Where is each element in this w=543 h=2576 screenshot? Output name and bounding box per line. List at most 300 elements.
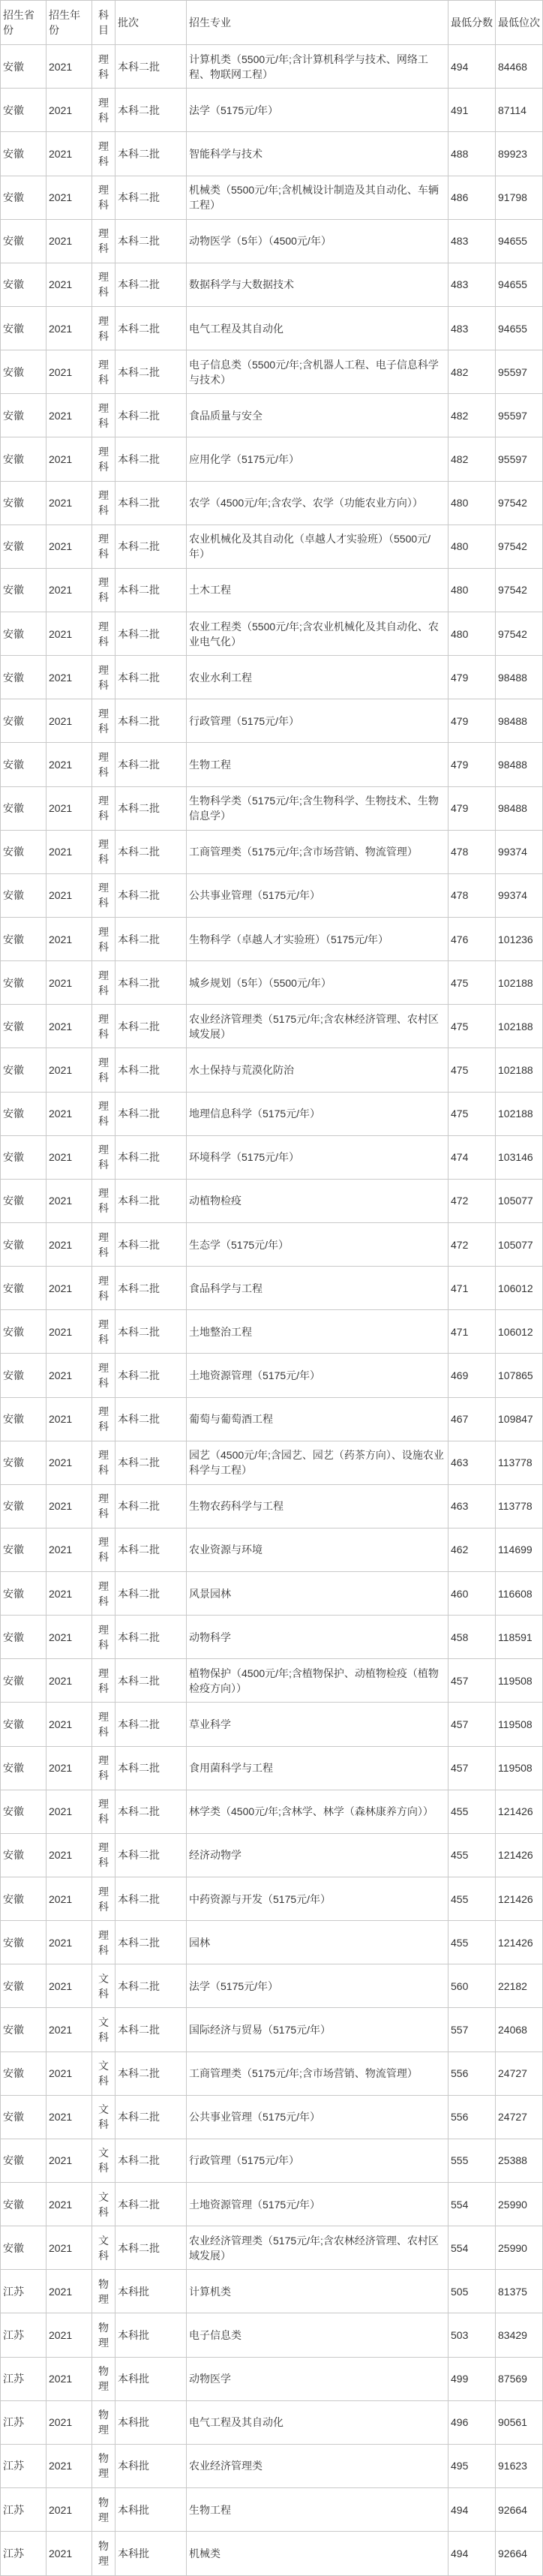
cell-min-score: 556 <box>448 2051 496 2095</box>
cell-year: 2021 <box>46 1790 92 1833</box>
cell-batch: 本科二批 <box>116 830 187 873</box>
cell-min-rank: 97542 <box>496 568 543 612</box>
cell-year: 2021 <box>46 2444 92 2487</box>
cell-batch: 本科二批 <box>116 1833 187 1877</box>
cell-min-rank: 105077 <box>496 1222 543 1266</box>
cell-year: 2021 <box>46 1310 92 1354</box>
cell-min-rank: 98488 <box>496 743 543 786</box>
cell-province: 安徽 <box>1 1135 46 1179</box>
table-row <box>1 2095 543 2139</box>
cell-province: 安徽 <box>1 2183 46 2226</box>
cell-min-rank: 121426 <box>496 1833 543 1877</box>
cell-subject: 理科 <box>92 699 116 743</box>
cell-province: 安徽 <box>1 1005 46 1048</box>
cell-min-rank: 81375 <box>496 2270 543 2313</box>
cell-min-rank: 97542 <box>496 525 543 568</box>
cell-min-score: 560 <box>448 1964 496 2008</box>
cell-province: 江苏 <box>1 2313 46 2357</box>
cell-major: 生物工程 <box>187 743 448 786</box>
cell-province: 安徽 <box>1 1484 46 1528</box>
cell-year: 2021 <box>46 1616 92 1659</box>
cell-subject: 物理 <box>92 2357 116 2400</box>
cell-min-score: 478 <box>448 830 496 873</box>
cell-major: 电子信息类（5500元/年;含机器人工程、电子信息科学与技术） <box>187 350 448 394</box>
table-row <box>1 743 543 786</box>
cell-province: 安徽 <box>1 2226 46 2270</box>
cell-subject: 文科 <box>92 2139 116 2182</box>
cell-year: 2021 <box>46 2095 92 2139</box>
cell-major: 农业经济管理类 <box>187 2444 448 2487</box>
cell-subject: 理科 <box>92 1310 116 1354</box>
cell-min-rank: 99374 <box>496 830 543 873</box>
cell-subject: 理科 <box>92 1092 116 1135</box>
cell-min-rank: 94655 <box>496 263 543 306</box>
cell-min-rank: 98488 <box>496 656 543 699</box>
cell-year: 2021 <box>46 699 92 743</box>
cell-min-rank: 113778 <box>496 1441 543 1484</box>
cell-year: 2021 <box>46 89 92 132</box>
cell-batch: 本科二批 <box>116 1746 187 1790</box>
cell-subject: 理科 <box>92 786 116 830</box>
cell-province: 安徽 <box>1 350 46 394</box>
cell-subject: 理科 <box>92 1703 116 1746</box>
cell-min-rank: 106012 <box>496 1310 543 1354</box>
cell-min-score: 475 <box>448 1048 496 1092</box>
cell-min-score: 480 <box>448 568 496 612</box>
cell-min-rank: 94655 <box>496 219 543 263</box>
cell-year: 2021 <box>46 743 92 786</box>
cell-province: 安徽 <box>1 786 46 830</box>
cell-subject: 物理 <box>92 2444 116 2487</box>
cell-subject: 理科 <box>92 350 116 394</box>
cell-province: 江苏 <box>1 2444 46 2487</box>
cell-min-rank: 87114 <box>496 89 543 132</box>
cell-min-score: 503 <box>448 2313 496 2357</box>
cell-major: 植物保护（4500元/年;含植物保护、动植物检疫（植物检疫方向）） <box>187 1659 448 1703</box>
cell-major: 数据科学与大数据技术 <box>187 263 448 306</box>
cell-min-rank: 24727 <box>496 2095 543 2139</box>
cell-min-rank: 25990 <box>496 2226 543 2270</box>
cell-province: 江苏 <box>1 2532 46 2576</box>
cell-min-score: 554 <box>448 2183 496 2226</box>
cell-min-rank: 84468 <box>496 45 543 89</box>
cell-year: 2021 <box>46 1528 92 1571</box>
cell-batch: 本科批 <box>116 2357 187 2400</box>
cell-batch: 本科二批 <box>116 961 187 1005</box>
cell-major: 农业经济管理类（5175元/年;含农林经济管理、农村区域发展） <box>187 2226 448 2270</box>
table-row <box>1 568 543 612</box>
cell-min-rank: 118591 <box>496 1616 543 1659</box>
cell-subject: 理科 <box>92 1005 116 1048</box>
cell-min-score: 479 <box>448 699 496 743</box>
cell-batch: 本科二批 <box>116 1354 187 1397</box>
cell-year: 2021 <box>46 1746 92 1790</box>
header-year: 招生年份 <box>46 1 92 45</box>
cell-province: 安徽 <box>1 1222 46 1266</box>
cell-province: 安徽 <box>1 2139 46 2182</box>
cell-year: 2021 <box>46 656 92 699</box>
table-row <box>1 1267 543 1310</box>
cell-subject: 理科 <box>92 1572 116 1616</box>
cell-province: 安徽 <box>1 1441 46 1484</box>
cell-province: 安徽 <box>1 176 46 219</box>
cell-year: 2021 <box>46 1048 92 1092</box>
cell-year: 2021 <box>46 45 92 89</box>
cell-min-score: 455 <box>448 1790 496 1833</box>
cell-year: 2021 <box>46 1005 92 1048</box>
cell-min-rank: 83429 <box>496 2313 543 2357</box>
cell-major: 生物科学（卓越人才实验班）（5175元/年） <box>187 917 448 960</box>
cell-major: 地理信息科学（5175元/年） <box>187 1092 448 1135</box>
cell-subject: 理科 <box>92 1179 116 1222</box>
table-row <box>1 961 543 1005</box>
cell-year: 2021 <box>46 437 92 481</box>
cell-batch: 本科二批 <box>116 656 187 699</box>
cell-batch: 本科二批 <box>116 1703 187 1746</box>
cell-major: 电气工程及其自动化 <box>187 306 448 350</box>
table-row <box>1 1833 543 1877</box>
cell-min-rank: 95597 <box>496 437 543 481</box>
table-row <box>1 612 543 655</box>
cell-min-score: 457 <box>448 1659 496 1703</box>
cell-major: 动物医学 <box>187 2357 448 2400</box>
cell-major: 应用化学（5175元/年） <box>187 437 448 481</box>
table-row <box>1 1964 543 2008</box>
cell-min-rank: 25990 <box>496 2183 543 2226</box>
cell-min-score: 460 <box>448 1572 496 1616</box>
table-row <box>1 1484 543 1528</box>
cell-major: 国际经济与贸易（5175元/年） <box>187 2008 448 2051</box>
cell-min-rank: 109847 <box>496 1397 543 1441</box>
cell-major: 农业机械化及其自动化（卓越人才实验班）（5500元/年） <box>187 525 448 568</box>
cell-subject: 理科 <box>92 437 116 481</box>
cell-batch: 本科二批 <box>116 2095 187 2139</box>
table-row <box>1 699 543 743</box>
cell-min-score: 474 <box>448 1135 496 1179</box>
table-row <box>1 1528 543 1571</box>
cell-min-score: 491 <box>448 89 496 132</box>
cell-min-score: 483 <box>448 306 496 350</box>
cell-min-score: 467 <box>448 1397 496 1441</box>
cell-year: 2021 <box>46 830 92 873</box>
table-row <box>1 2139 543 2182</box>
cell-subject: 文科 <box>92 1964 116 2008</box>
header-min-rank: 最低位次 <box>496 1 543 45</box>
cell-province: 安徽 <box>1 743 46 786</box>
cell-batch: 本科二批 <box>116 394 187 437</box>
cell-subject: 文科 <box>92 2095 116 2139</box>
cell-province: 安徽 <box>1 394 46 437</box>
cell-batch: 本科批 <box>116 2400 187 2444</box>
cell-province: 安徽 <box>1 1964 46 2008</box>
cell-batch: 本科批 <box>116 2270 187 2313</box>
cell-min-rank: 121426 <box>496 1790 543 1833</box>
cell-min-score: 480 <box>448 612 496 655</box>
cell-batch: 本科二批 <box>116 568 187 612</box>
cell-min-rank: 102188 <box>496 961 543 1005</box>
cell-year: 2021 <box>46 306 92 350</box>
cell-year: 2021 <box>46 873 92 917</box>
cell-min-score: 496 <box>448 2400 496 2444</box>
table-row <box>1 219 543 263</box>
cell-province: 安徽 <box>1 1310 46 1354</box>
cell-min-rank: 119508 <box>496 1703 543 1746</box>
table-row <box>1 45 543 89</box>
cell-province: 安徽 <box>1 830 46 873</box>
table-row <box>1 786 543 830</box>
cell-province: 安徽 <box>1 1179 46 1222</box>
cell-min-rank: 106012 <box>496 1267 543 1310</box>
cell-batch: 本科二批 <box>116 1441 187 1484</box>
cell-major: 环境科学（5175元/年） <box>187 1135 448 1179</box>
cell-province: 安徽 <box>1 1790 46 1833</box>
cell-year: 2021 <box>46 350 92 394</box>
cell-min-rank: 101236 <box>496 917 543 960</box>
cell-min-score: 475 <box>448 1092 496 1135</box>
cell-province: 安徽 <box>1 1572 46 1616</box>
table-row <box>1 1659 543 1703</box>
cell-min-score: 486 <box>448 176 496 219</box>
cell-province: 安徽 <box>1 873 46 917</box>
cell-min-rank: 105077 <box>496 1179 543 1222</box>
cell-year: 2021 <box>46 1484 92 1528</box>
cell-batch: 本科二批 <box>116 873 187 917</box>
cell-major: 机械类（5500元/年;含机械设计制造及其自动化、车辆工程） <box>187 176 448 219</box>
cell-batch: 本科二批 <box>116 437 187 481</box>
cell-subject: 理科 <box>92 1048 116 1092</box>
cell-min-rank: 103146 <box>496 1135 543 1179</box>
cell-major: 土地资源管理（5175元/年） <box>187 2183 448 2226</box>
cell-subject: 理科 <box>92 961 116 1005</box>
cell-major: 中药资源与开发（5175元/年） <box>187 1877 448 1921</box>
cell-min-score: 455 <box>448 1921 496 1964</box>
cell-min-score: 463 <box>448 1484 496 1528</box>
cell-year: 2021 <box>46 1179 92 1222</box>
cell-min-score: 480 <box>448 481 496 525</box>
cell-min-rank: 102188 <box>496 1005 543 1048</box>
cell-batch: 本科二批 <box>116 45 187 89</box>
cell-year: 2021 <box>46 961 92 1005</box>
cell-major: 电气工程及其自动化 <box>187 2400 448 2444</box>
cell-min-rank: 107865 <box>496 1354 543 1397</box>
table-row <box>1 2270 543 2313</box>
cell-province: 安徽 <box>1 568 46 612</box>
cell-batch: 本科二批 <box>116 1921 187 1964</box>
cell-year: 2021 <box>46 132 92 176</box>
cell-major: 土地资源管理（5175元/年） <box>187 1354 448 1397</box>
cell-batch: 本科二批 <box>116 89 187 132</box>
cell-province: 安徽 <box>1 1703 46 1746</box>
cell-batch: 本科批 <box>116 2488 187 2532</box>
cell-province: 江苏 <box>1 2357 46 2400</box>
cell-major: 计算机类（5500元/年;含计算机科学与技术、网络工程、物联网工程） <box>187 45 448 89</box>
cell-subject: 理科 <box>92 1659 116 1703</box>
cell-major: 葡萄与葡萄酒工程 <box>187 1397 448 1441</box>
cell-province: 安徽 <box>1 699 46 743</box>
cell-batch: 本科二批 <box>116 1659 187 1703</box>
cell-year: 2021 <box>46 1833 92 1877</box>
cell-subject: 理科 <box>92 89 116 132</box>
cell-province: 安徽 <box>1 2008 46 2051</box>
cell-year: 2021 <box>46 263 92 306</box>
cell-province: 安徽 <box>1 1048 46 1092</box>
cell-subject: 理科 <box>92 1222 116 1266</box>
cell-min-score: 471 <box>448 1310 496 1354</box>
cell-province: 安徽 <box>1 263 46 306</box>
table-row <box>1 1310 543 1354</box>
cell-year: 2021 <box>46 2139 92 2182</box>
table-row <box>1 1354 543 1397</box>
cell-batch: 本科二批 <box>116 2183 187 2226</box>
cell-min-score: 494 <box>448 2488 496 2532</box>
cell-batch: 本科二批 <box>116 699 187 743</box>
cell-subject: 理科 <box>92 1528 116 1571</box>
cell-min-rank: 87569 <box>496 2357 543 2400</box>
cell-min-rank: 98488 <box>496 786 543 830</box>
cell-min-score: 494 <box>448 2532 496 2576</box>
cell-min-rank: 97542 <box>496 612 543 655</box>
cell-min-score: 471 <box>448 1267 496 1310</box>
cell-min-score: 499 <box>448 2357 496 2400</box>
cell-year: 2021 <box>46 786 92 830</box>
cell-min-rank: 102188 <box>496 1048 543 1092</box>
cell-major: 食品科学与工程 <box>187 1267 448 1310</box>
cell-subject: 理科 <box>92 1790 116 1833</box>
table-row <box>1 2226 543 2270</box>
cell-major: 生物农药科学与工程 <box>187 1484 448 1528</box>
cell-major: 动物医学（5年）（4500元/年） <box>187 219 448 263</box>
cell-min-score: 469 <box>448 1354 496 1397</box>
cell-year: 2021 <box>46 2532 92 2576</box>
cell-province: 安徽 <box>1 1877 46 1921</box>
cell-subject: 物理 <box>92 2488 116 2532</box>
cell-year: 2021 <box>46 394 92 437</box>
cell-year: 2021 <box>46 1572 92 1616</box>
table-row <box>1 656 543 699</box>
cell-year: 2021 <box>46 2357 92 2400</box>
table-row <box>1 1005 543 1048</box>
cell-subject: 理科 <box>92 1921 116 1964</box>
cell-province: 安徽 <box>1 656 46 699</box>
cell-major: 行政管理（5175元/年） <box>187 2139 448 2182</box>
cell-min-rank: 94655 <box>496 306 543 350</box>
cell-min-score: 495 <box>448 2444 496 2487</box>
cell-subject: 物理 <box>92 2313 116 2357</box>
cell-major: 农业资源与环境 <box>187 1528 448 1571</box>
cell-min-score: 482 <box>448 394 496 437</box>
cell-min-score: 476 <box>448 917 496 960</box>
cell-major: 计算机类 <box>187 2270 448 2313</box>
cell-min-score: 478 <box>448 873 496 917</box>
table-row <box>1 1092 543 1135</box>
cell-subject: 理科 <box>92 1833 116 1877</box>
cell-batch: 本科批 <box>116 2444 187 2487</box>
cell-subject: 文科 <box>92 2051 116 2095</box>
cell-subject: 理科 <box>92 917 116 960</box>
cell-min-score: 482 <box>448 350 496 394</box>
cell-batch: 本科二批 <box>116 525 187 568</box>
cell-province: 江苏 <box>1 2270 46 2313</box>
cell-min-rank: 24727 <box>496 2051 543 2095</box>
cell-province: 安徽 <box>1 437 46 481</box>
cell-province: 安徽 <box>1 961 46 1005</box>
cell-batch: 本科二批 <box>116 2226 187 2270</box>
cell-province: 安徽 <box>1 45 46 89</box>
cell-major: 城乡规划（5年）（5500元/年） <box>187 961 448 1005</box>
cell-year: 2021 <box>46 1877 92 1921</box>
cell-subject: 理科 <box>92 1354 116 1397</box>
cell-min-rank: 119508 <box>496 1659 543 1703</box>
cell-min-rank: 90561 <box>496 2400 543 2444</box>
cell-min-score: 458 <box>448 1616 496 1659</box>
cell-batch: 本科二批 <box>116 1964 187 2008</box>
cell-batch: 本科二批 <box>116 132 187 176</box>
cell-subject: 理科 <box>92 394 116 437</box>
cell-min-rank: 102188 <box>496 1092 543 1135</box>
cell-year: 2021 <box>46 1964 92 2008</box>
cell-major: 食品质量与安全 <box>187 394 448 437</box>
cell-batch: 本科二批 <box>116 263 187 306</box>
cell-min-score: 457 <box>448 1703 496 1746</box>
table-row <box>1 873 543 917</box>
cell-batch: 本科二批 <box>116 1092 187 1135</box>
cell-subject: 文科 <box>92 2183 116 2226</box>
table-row <box>1 2008 543 2051</box>
cell-province: 安徽 <box>1 1397 46 1441</box>
cell-subject: 文科 <box>92 2226 116 2270</box>
cell-batch: 本科二批 <box>116 1397 187 1441</box>
table-row <box>1 525 543 568</box>
cell-subject: 理科 <box>92 1135 116 1179</box>
cell-major: 生物工程 <box>187 2488 448 2532</box>
cell-major: 土木工程 <box>187 568 448 612</box>
cell-year: 2021 <box>46 2183 92 2226</box>
cell-min-rank: 89923 <box>496 132 543 176</box>
cell-min-rank: 22182 <box>496 1964 543 2008</box>
cell-province: 安徽 <box>1 1833 46 1877</box>
cell-major: 工商管理类（5175元/年;含市场营销、物流管理） <box>187 830 448 873</box>
table-row <box>1 1048 543 1092</box>
cell-major: 农学（4500元/年;含农学、农学（功能农业方向）） <box>187 481 448 525</box>
cell-major: 动物科学 <box>187 1616 448 1659</box>
cell-batch: 本科二批 <box>116 1572 187 1616</box>
cell-subject: 理科 <box>92 176 116 219</box>
cell-min-rank: 99374 <box>496 873 543 917</box>
table-row <box>1 1135 543 1179</box>
cell-min-score: 479 <box>448 786 496 830</box>
cell-province: 江苏 <box>1 2400 46 2444</box>
header-min-score: 最低分数 <box>448 1 496 45</box>
cell-batch: 本科二批 <box>116 917 187 960</box>
cell-batch: 本科二批 <box>116 612 187 655</box>
cell-major: 农业工程类（5500元/年;含农业机械化及其自动化、农业电气化） <box>187 612 448 655</box>
cell-batch: 本科二批 <box>116 1484 187 1528</box>
cell-min-rank: 121426 <box>496 1921 543 1964</box>
cell-subject: 理科 <box>92 568 116 612</box>
cell-min-score: 480 <box>448 525 496 568</box>
cell-batch: 本科二批 <box>116 1528 187 1571</box>
table-row <box>1 2313 543 2357</box>
table-row <box>1 2400 543 2444</box>
cell-min-score: 482 <box>448 437 496 481</box>
cell-major: 生物科学类（5175元/年;含生物科学、生物技术、生物信息学） <box>187 786 448 830</box>
cell-year: 2021 <box>46 1441 92 1484</box>
cell-province: 安徽 <box>1 1746 46 1790</box>
cell-major: 经济动物学 <box>187 1833 448 1877</box>
table-row <box>1 2532 543 2576</box>
cell-min-rank: 25388 <box>496 2139 543 2182</box>
cell-subject: 理科 <box>92 1441 116 1484</box>
